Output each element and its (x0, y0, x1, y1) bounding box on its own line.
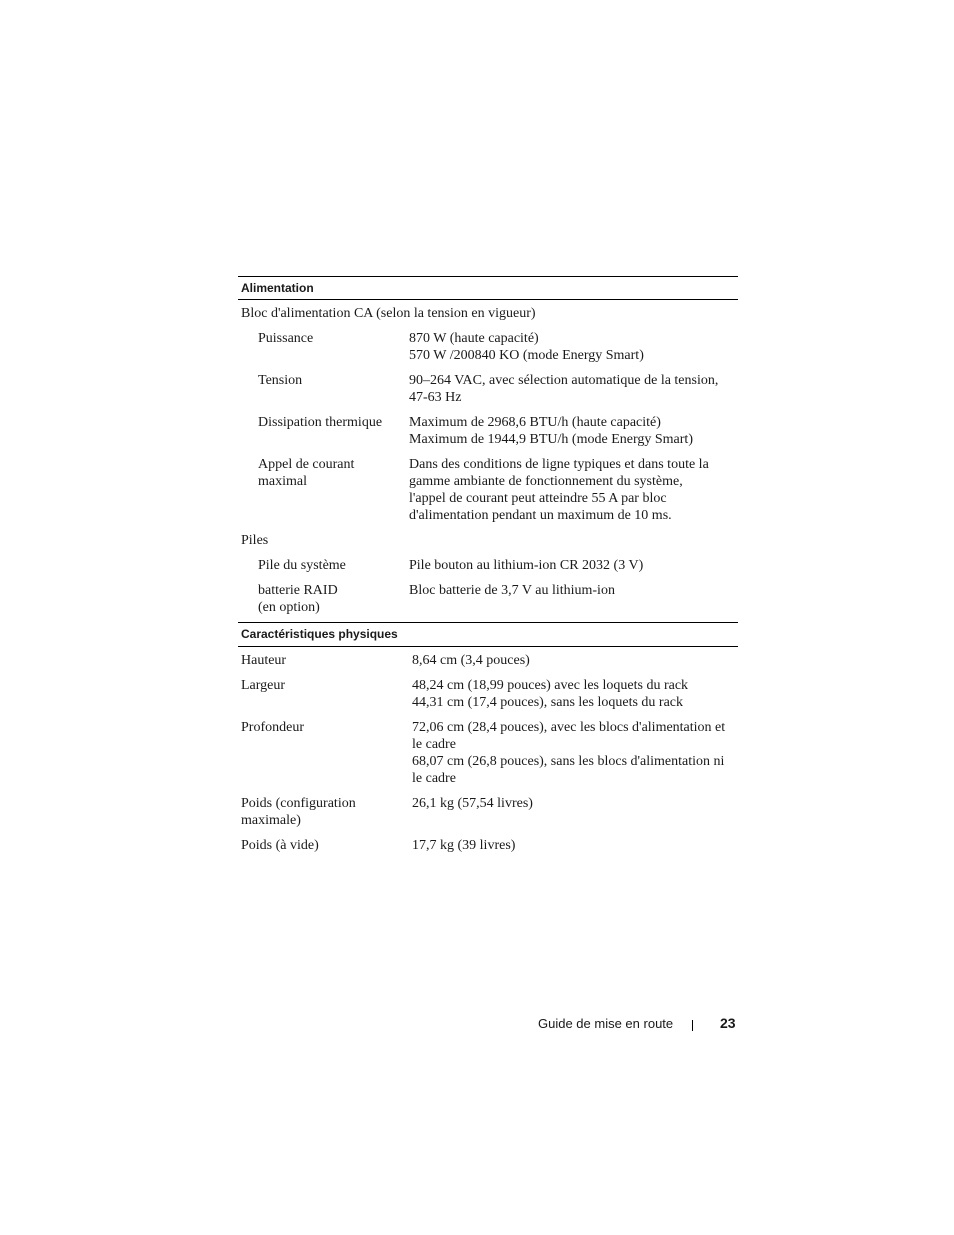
spec-row-power-output (238, 328, 738, 370)
spec-row-weight-max (238, 793, 738, 835)
spec-row-system-battery (238, 555, 738, 580)
footer-title: Guide de mise en route (538, 1016, 674, 1031)
page-number: 23 (720, 1015, 736, 1031)
page-footer (538, 1015, 738, 1033)
group-label-ac-psu: Bloc d'alimentation CA (selon la tension en vigueur) (241, 306, 536, 321)
spec-row-height (238, 647, 738, 675)
spec-row-width (238, 675, 738, 717)
spec-value: 870 W (haute capacité) 570 W /200840 KO (mode Energy Smart) (409, 331, 644, 363)
group-label-batteries: Piles (241, 533, 269, 548)
spec-value: Maximum de 2968,6 BTU/h (haute capacité) Maximum de 1944,9 BTU/h (mode Energy Smart) (409, 415, 693, 447)
spec-value: 72,06 cm (28,4 pouces), avec les blocs d'alimentation et le cadre 68,07 cm (26,8 pouces), sans les blocs d'alimentation ni le cadre (412, 720, 726, 786)
spec-label: Poids (à vide) (241, 838, 319, 853)
spec-row-depth (238, 717, 738, 793)
spec-label: Profondeur (241, 720, 304, 735)
spec-label: Largeur (241, 678, 286, 693)
spec-value: Pile bouton au lithium-ion CR 2032 (3 V) (409, 558, 644, 573)
spec-value: Dans des conditions de ligne typiques et dans toute la gamme ambiante de fonctionnement du système, l'appel de courant peut atteindre 55 A par bloc d'alimentation pendant un maximum de 10 ms. (409, 457, 709, 523)
spec-value: 8,64 cm (3,4 pouces) (412, 653, 530, 668)
spec-table (238, 276, 738, 860)
spec-row-inrush-current (238, 454, 738, 530)
spec-value: 90–264 VAC, avec sélection automatique de la tension, 47-63 Hz (409, 373, 719, 405)
spec-value: 26,1 kg (57,54 livres) (412, 796, 533, 811)
spec-label: Tension (258, 373, 303, 388)
spec-label: Puissance (258, 331, 314, 346)
spec-label: Appel de courant maximal (258, 457, 355, 489)
spec-label: Pile du système (258, 558, 346, 573)
spec-row-heat-dissipation (238, 412, 738, 454)
spec-label: Dissipation thermique (258, 415, 383, 430)
footer-divider (692, 1020, 693, 1031)
spec-label: Hauteur (241, 653, 287, 668)
section-header-power: Alimentation (238, 276, 738, 300)
spec-value: Bloc batterie de 3,7 V au lithium-ion (409, 583, 615, 598)
spec-value: 17,7 kg (39 livres) (412, 838, 516, 853)
spec-label: batterie RAID (en option) (258, 583, 338, 615)
spec-row-raid-battery (238, 580, 738, 623)
spec-row-weight-empty (238, 835, 738, 860)
section-header-physical: Caractéristiques physiques (238, 623, 738, 647)
spec-label: Poids (configuration maximale) (241, 796, 356, 828)
spec-value: 48,24 cm (18,99 pouces) avec les loquets du rack 44,31 cm (17,4 pouces), sans les loquets du rack (412, 678, 689, 710)
spec-row-voltage (238, 370, 738, 412)
